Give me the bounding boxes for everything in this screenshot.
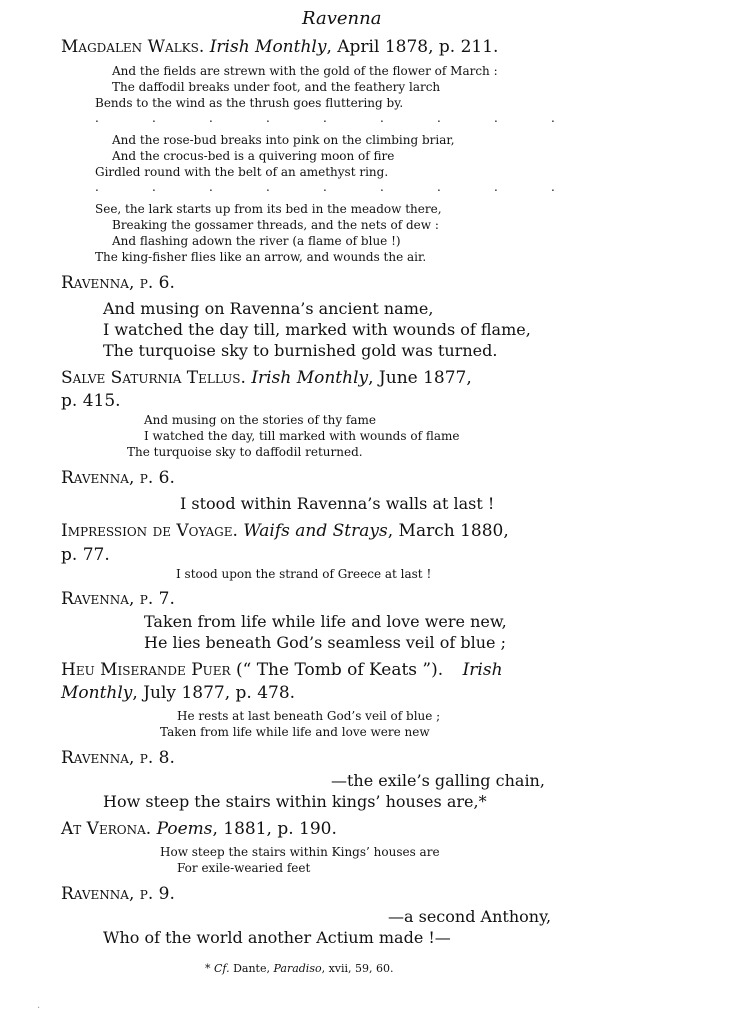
verse-line: And the fields are strewn with the gold of the flower of March : [112, 64, 498, 78]
source-reference: Ravenna, p. 8. [61, 748, 175, 768]
verse-line: See, the lark starts up from its bed in the meadow there, [95, 202, 442, 216]
source-reference: Ravenna, p. 9. [61, 884, 175, 904]
verse-line: Taken from life while life and love were new [160, 725, 430, 739]
periodical-title: Irish [462, 660, 503, 680]
verse-line: How steep the stairs within kings’ houses are,* [103, 792, 487, 811]
scan-speck: · [37, 1003, 41, 1014]
footnote-location: , xvii, 59, 60. [321, 962, 394, 975]
verse-line: —a second Anthony, [388, 907, 552, 926]
verse-line: I watched the day, till marked with wounds of flame [144, 429, 460, 443]
verse-line: Breaking the gossamer threads, and the nets of dew : [112, 218, 439, 232]
poem-title: Magdalen Walks. [61, 37, 205, 57]
citation-detail: , March 1880, [387, 521, 509, 541]
footnote-marker: * Cf. [205, 962, 230, 975]
footnote-author: Dante, [229, 962, 274, 975]
source-reference [61, 370, 472, 387]
source-reference: Ravenna, p. 7. [61, 589, 175, 609]
periodical-title: Irish Monthly [209, 37, 327, 57]
citation-detail: , July 1877, p. 478. [132, 683, 296, 703]
source-reference [61, 523, 509, 540]
verse-line: He rests at last beneath God’s veil of blue ; [177, 709, 441, 723]
source-reference [61, 39, 498, 56]
footnote-work: Paradiso [273, 962, 322, 975]
ellipsis-row: . . . . . . . . . [95, 111, 555, 125]
verse-line: Who of the world another Actium made !— [103, 928, 451, 947]
citation-detail: , 1881, p. 190. [212, 819, 337, 839]
source-reference: Ravenna, p. 6. [61, 273, 175, 293]
verse-line: Bends to the wind as the thrush goes fluttering by. [95, 96, 404, 110]
book-title: Poems [156, 819, 213, 839]
verse-line: The turquoise sky to daffodil returned. [127, 445, 363, 459]
poem-title: At Verona. [61, 819, 152, 839]
verse-line: For exile-wearied feet [177, 861, 311, 875]
verse-line: And flashing adown the river (a flame of blue !) [112, 234, 401, 248]
poem-title: Salve Saturnia Tellus. [61, 368, 246, 388]
verse-line: Girdled round with the belt of an amethyst ring. [95, 165, 389, 179]
verse-line: The king-fisher flies like an arrow, and wounds the air. [95, 250, 427, 264]
ellipsis-row: . . . . . . . . . [95, 180, 555, 194]
running-head: Ravenna [302, 8, 382, 29]
source-reference [61, 662, 503, 679]
verse-line: The daffodil breaks under foot, and the feathery larch [112, 80, 441, 94]
verse-line: I stood within Ravenna’s walls at last ! [180, 494, 495, 513]
verse-line: Taken from life while life and love were new, [144, 612, 507, 631]
source-reference [61, 821, 337, 838]
verse-line: The turquoise sky to burnished gold was turned. [103, 341, 498, 360]
footnote [205, 963, 394, 974]
verse-line: And musing on the stories of thy fame [144, 413, 377, 427]
citation-detail: , June 1877, [368, 368, 472, 388]
citation-detail: , April 1878, p. 211. [326, 37, 499, 57]
verse-line: —the exile’s galling chain, [331, 771, 545, 790]
periodical-title: Waifs and Strays [243, 521, 388, 541]
verse-line: I watched the day till, marked with wounds of flame, [103, 320, 531, 339]
citation-continuation [61, 685, 295, 702]
source-reference: Ravenna, p. 6. [61, 468, 175, 488]
verse-line: And the rose-bud breaks into pink on the climbing briar, [112, 133, 455, 147]
verse-line: And musing on Ravenna’s ancient name, [103, 299, 434, 318]
verse-line: He lies beneath God’s seamless veil of blue ; [144, 633, 506, 652]
periodical-title: Irish Monthly [251, 368, 369, 388]
periodical-title: Monthly [61, 683, 133, 703]
verse-line: I stood upon the strand of Greece at last ! [176, 567, 432, 581]
verse-line: How steep the stairs within Kings’ houses are [160, 845, 440, 859]
poem-title: Heu Miserande Puer [61, 660, 231, 680]
poem-subtitle: (“ The Tomb of Keats ”). [230, 660, 444, 680]
poem-title: Impression de Voyage. [61, 521, 238, 541]
citation-page: p. 77. [61, 545, 110, 565]
citation-page: p. 415. [61, 391, 121, 411]
verse-line: And the crocus-bed is a quivering moon of fire [112, 149, 395, 163]
